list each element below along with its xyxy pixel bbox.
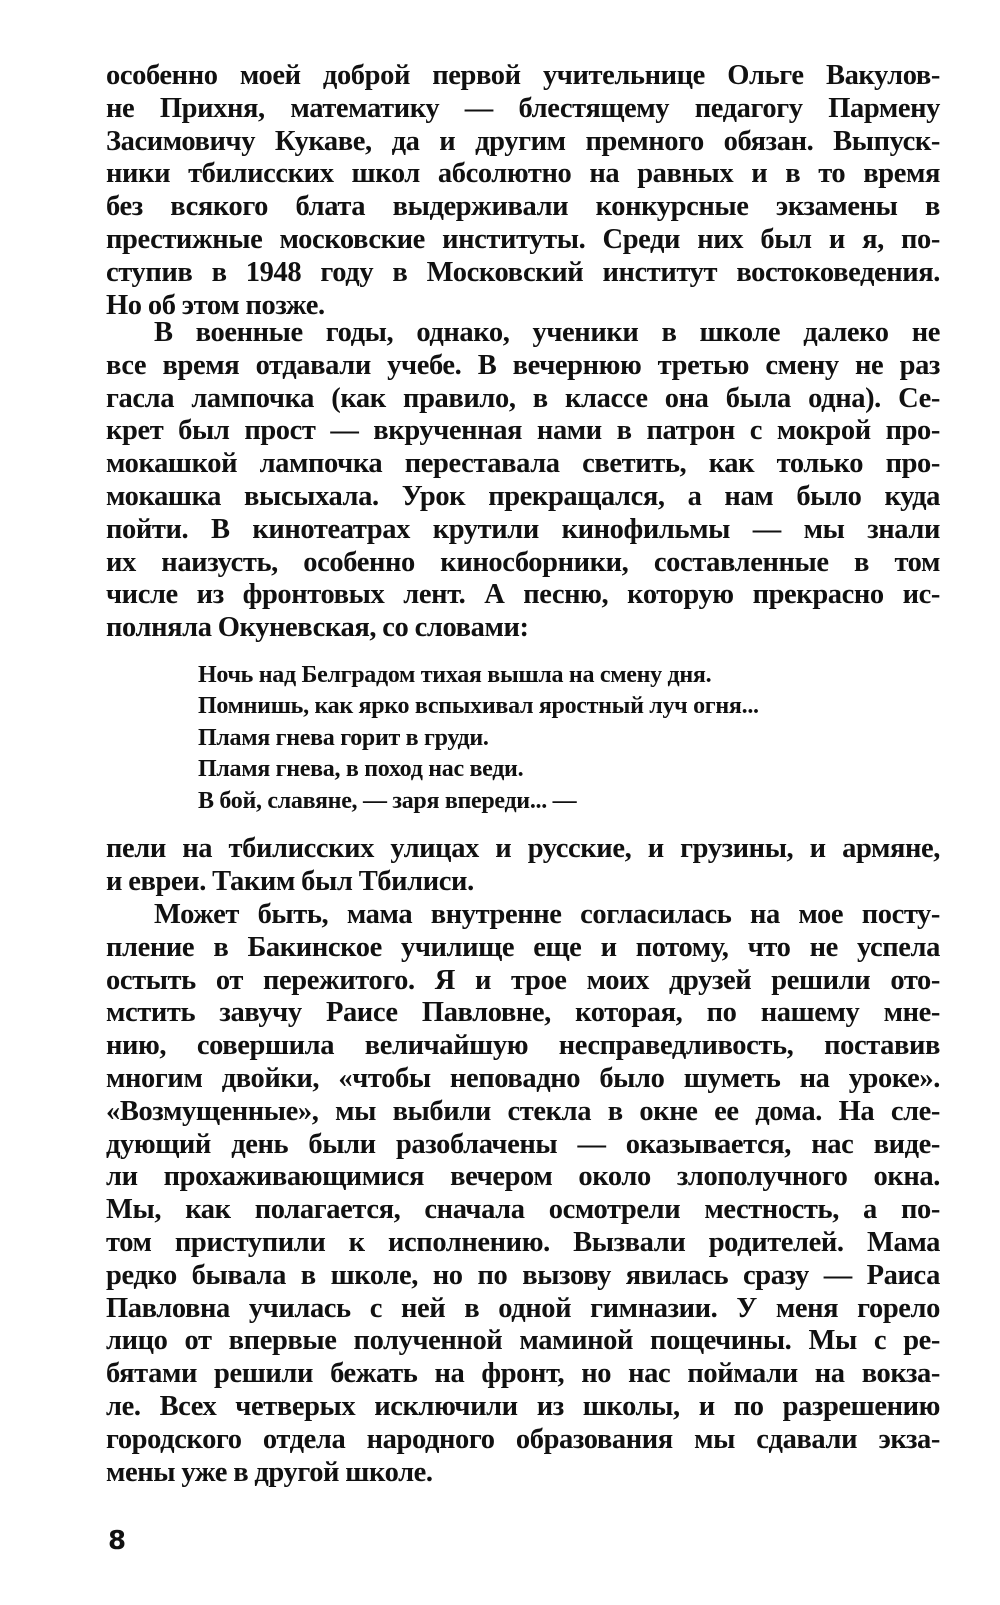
text-line: пели на тбилисских улицах и русские, и грузины, и армяне, [106, 833, 940, 864]
text-line: дующий день были разоблачены — оказывается, нас виде- [106, 1128, 940, 1160]
text-line: Но об этом позже. [106, 289, 325, 321]
text-line: пойти. В кинотеатрах крутили кинофильмы — мы знали [106, 513, 940, 545]
text-line: пление в Бакинское училище еще и потому, что не успела [106, 931, 940, 963]
text-line: гасла лампочка (как правило, в классе она была одна). Се- [106, 382, 940, 414]
poem-line: В бой, славяне, — заря впереди... — [198, 787, 577, 814]
text-line: многим двойки, «чтобы неповадно было шуметь на уроке». [106, 1062, 940, 1094]
text-line: мстить завучу Раисе Павловне, которая, по нашему мне- [106, 997, 940, 1029]
text-line: ступив в 1948 году в Московский институт востоковедения. [106, 256, 940, 288]
poem-quote [198, 660, 759, 817]
poem-line: Пламя гнева, в поход нас веди. [198, 756, 524, 783]
text-line: том приступили к исполнению. Вызвали родителей. Мама [106, 1226, 940, 1258]
text-line: редко бывала в школе, но по вызову явилась сразу — Раиса [106, 1259, 940, 1291]
text-line: числе из фронтовых лент. А песню, которую прекрасно ис- [106, 579, 940, 611]
text-line: лицо от впервые полученной маминой пощечины. Мы с ре- [106, 1325, 940, 1357]
text-line: Засимовичу Кукаве, да и другим премного обязан. Выпуск- [106, 125, 940, 157]
text-line: и евреи. Таким был Тбилиси. [106, 865, 474, 897]
text-line: Мы, как полагается, сначала осмотрели местность, а по- [106, 1194, 940, 1226]
text-line: полняла Окуневская, со словами: [106, 612, 529, 644]
text-line: престижные московские институты. Среди них был и я, по- [106, 223, 940, 255]
text-line: нию, совершила величайшую несправедливость, поставив [106, 1030, 940, 1062]
text-line: мокашка высыхала. Урок прекращался, а нам было куда [106, 480, 940, 512]
text-line: Может быть, мама внутренне согласилась на мое посту- [154, 899, 940, 930]
text-line: особенно моей доброй первой учительнице Ольге Вакулов- [106, 60, 940, 91]
text-line: мокашкой лампочка переставала светить, как только про- [106, 448, 940, 480]
text-line: их наизусть, особенно киносборники, составленные в том [106, 546, 940, 578]
text-line: не Прихня, математику — блестящему педагогу Пармену [106, 92, 940, 124]
text-line: ли прохаживающимися вечером около злополучного окна. [106, 1161, 940, 1193]
text-line: ле. Всех четверых исключили из школы, и по разрешению [106, 1390, 940, 1422]
text-line: без всякого блата выдерживали конкурсные экзамены в [106, 191, 940, 223]
page-number: 8 [108, 1526, 127, 1556]
poem-line: Помнишь, как ярко вспыхивал яростный луч огня... [198, 693, 759, 720]
paragraph-2 [106, 317, 940, 645]
text-line: бятами решили бежать на фронт, но нас поймали на вокза- [106, 1358, 940, 1390]
text-line: мены уже в другой школе. [106, 1456, 433, 1488]
paragraph-4 [106, 899, 940, 1489]
text-line: Павловна училась с ней в одной гимназии. У меня горело [106, 1292, 940, 1324]
poem-line: Ночь над Белградом тихая вышла на смену дня. [198, 662, 712, 688]
text-line: городского отдела народного образования мы сдавали экза- [106, 1423, 940, 1455]
paragraph-3 [106, 833, 940, 899]
text-line: ники тбилисских школ абсолютно на равных и в то время [106, 158, 940, 190]
poem-line: Пламя гнева горит в груди. [198, 724, 489, 751]
text-line: В военные годы, однако, ученики в школе далеко не [154, 317, 940, 348]
text-line: крет был прост — вкрученная нами в патрон с мокрой про- [106, 415, 940, 447]
text-line: «Возмущенные», мы выбили стекла в окне ее дома. На сле- [106, 1095, 940, 1127]
paragraph-1 [106, 60, 940, 322]
text-line: остыть от пережитого. Я и трое моих друзей решили ото- [106, 964, 940, 996]
text-line: все время отдавали учебе. В вечернюю третью смену не раз [106, 349, 940, 381]
